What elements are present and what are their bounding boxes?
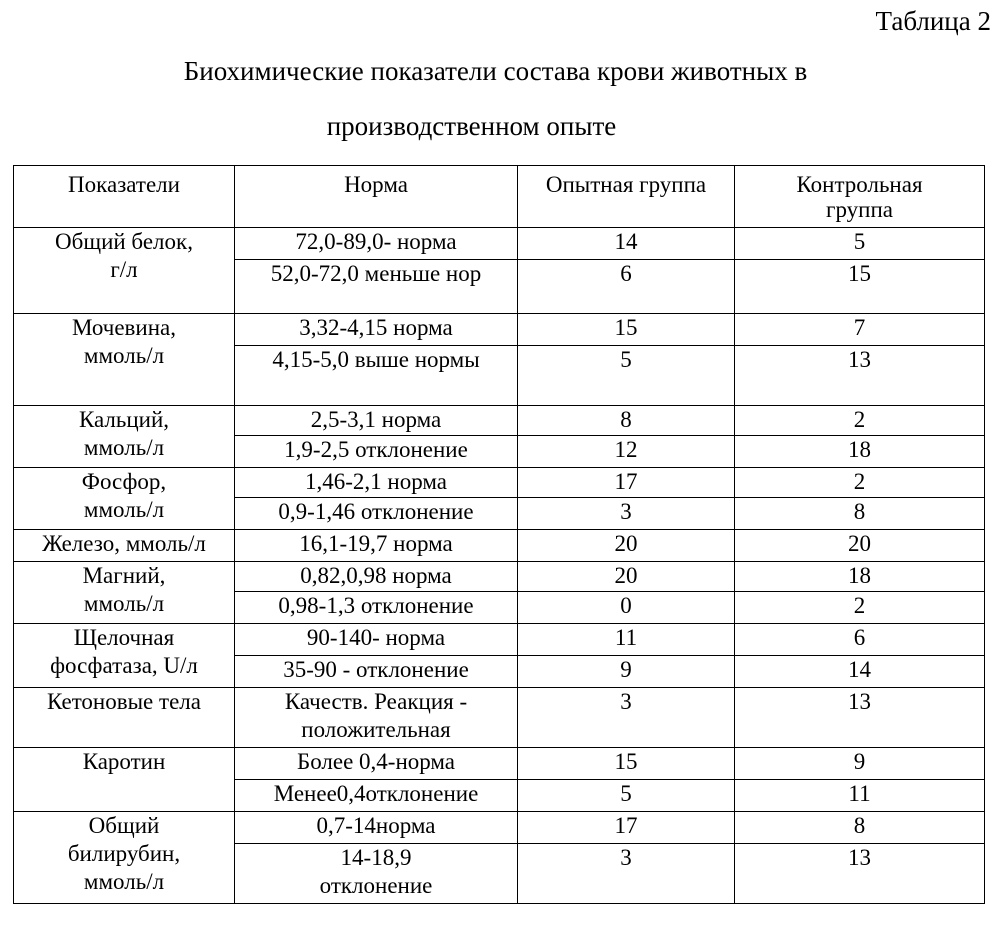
table-row [14,468,985,498]
experimental-value: 14 [518,228,735,260]
norm-cell [235,844,518,904]
indicator-text: г/л [110,257,138,282]
control-value: 13 [735,844,985,904]
header-indicator: Показатели [14,166,235,228]
table-row [14,688,985,748]
norm-text: отклонение [319,873,433,898]
table-row [14,530,985,562]
indicator-cell [14,812,235,904]
indicator-cell [14,562,235,624]
indicator-text: ммоль/л [83,343,165,368]
experimental-value: 11 [518,624,735,656]
norm-cell [235,346,518,406]
control-value: 2 [735,406,985,436]
norm-cell [235,498,518,530]
indicator-cell [14,468,235,530]
indicator-text: ммоль/л [83,497,165,522]
norm-text: 90-140- норма [306,625,446,650]
control-value: 2 [735,592,985,624]
indicator-text: Магний, [82,563,166,588]
indicator-cell [14,688,235,748]
norm-text: Менее0,4отклонение [273,781,479,806]
control-value: 13 [735,688,985,748]
experimental-value: 20 [518,530,735,562]
control-value: 18 [735,562,985,592]
experimental-value: 3 [518,498,735,530]
indicator-cell [14,406,235,468]
experimental-value: 8 [518,406,735,436]
experimental-value: 3 [518,844,735,904]
norm-text: 0,7-14норма [316,813,436,838]
norm-text: 2,5-3,1 норма [310,407,442,432]
header-control-line-2: группа [826,197,893,222]
norm-text: 35-90 - отклонение [283,657,469,682]
table-body [14,228,985,904]
norm-cell [235,812,518,844]
control-value: 20 [735,530,985,562]
experimental-value: 15 [518,314,735,346]
control-value: 14 [735,656,985,688]
table-row [14,406,985,436]
indicator-text: Фосфор, [81,469,167,494]
experimental-value: 20 [518,562,735,592]
indicator-cell [14,748,235,812]
indicator-cell [14,624,235,688]
experimental-value: 5 [518,346,735,406]
table-row [14,228,985,260]
norm-text: 1,46-2,1 норма [305,469,447,494]
indicator-text: ммоль/л [83,869,165,894]
norm-text: Качеств. Реакция - [284,689,468,714]
table-row [14,624,985,656]
experimental-value: 0 [518,592,735,624]
table-row [14,748,985,780]
norm-text: положительная [301,717,451,742]
norm-text: 16,1-19,7 норма [299,531,453,556]
norm-cell [235,468,518,498]
norm-text: 0,82,0,98 норма [300,563,452,588]
indicator-text: Щелочная [73,625,175,650]
table-number-label: Таблица 2 [875,6,991,36]
indicator-text: Общий белок, [55,229,193,254]
experimental-value: 17 [518,468,735,498]
norm-cell [235,780,518,812]
norm-cell [235,406,518,436]
indicator-text: Кетоновые тела [47,689,201,714]
indicator-text: билирубин, [67,841,181,866]
header-control-group [735,166,985,228]
control-value: 13 [735,346,985,406]
experimental-value: 5 [518,780,735,812]
indicator-cell [14,314,235,406]
page-title-line-1: Биохимические показатели состава крови животных в [183,56,808,86]
indicator-cell [14,228,235,314]
norm-cell [235,748,518,780]
indicator-text: ммоль/л [83,435,165,460]
indicator-text: Железо, ммоль/л [42,531,206,556]
norm-cell [235,592,518,624]
control-value: 6 [735,624,985,656]
control-value: 15 [735,260,985,314]
norm-text: 0,9-1,46 отклонение [278,499,474,524]
experimental-value: 6 [518,260,735,314]
control-value: 9 [735,748,985,780]
norm-cell [235,562,518,592]
norm-cell [235,688,518,748]
norm-text: Более 0,4-норма [296,749,456,774]
control-value: 7 [735,314,985,346]
control-value: 18 [735,436,985,468]
indicator-text: Кальций, [78,407,170,432]
table-row [14,562,985,592]
norm-text: 4,15-5,0 выше нормы [272,347,480,372]
norm-text: 0,98-1,3 отклонение [278,593,474,618]
control-value: 5 [735,228,985,260]
norm-text: 3,32-4,15 норма [299,315,453,340]
control-value: 8 [735,498,985,530]
control-value: 8 [735,812,985,844]
header-control-line-1: Контрольная [796,172,923,197]
indicator-text: Каротин [82,749,166,774]
table-row [14,812,985,844]
page-title-line-2: производственном опыте [326,111,617,141]
indicator-text: Мочевина, [72,315,176,340]
norm-cell [235,656,518,688]
indicator-text: фосфатаза, U/л [50,653,198,678]
norm-cell [235,260,518,314]
norm-cell [235,530,518,562]
norm-text: 72,0-89,0- норма [295,229,457,254]
norm-cell [235,228,518,260]
norm-cell [235,624,518,656]
indicator-cell [14,530,235,562]
norm-cell [235,436,518,468]
experimental-value: 9 [518,656,735,688]
experimental-value: 3 [518,688,735,748]
header-norm: Норма [235,166,518,228]
data-table [13,165,985,904]
experimental-value: 12 [518,436,735,468]
control-value: 11 [735,780,985,812]
control-value: 2 [735,468,985,498]
header-experimental-group: Опытная группа [518,166,735,228]
norm-text: 1,9-2,5 отклонение [284,437,468,462]
indicator-text: ммоль/л [83,591,165,616]
experimental-value: 15 [518,748,735,780]
table-row [14,314,985,346]
norm-text: 52,0-72,0 меньше нор [270,261,482,286]
norm-cell [235,314,518,346]
norm-text: 14-18,9 [340,845,412,870]
indicator-text: Общий [88,813,160,838]
experimental-value: 17 [518,812,735,844]
